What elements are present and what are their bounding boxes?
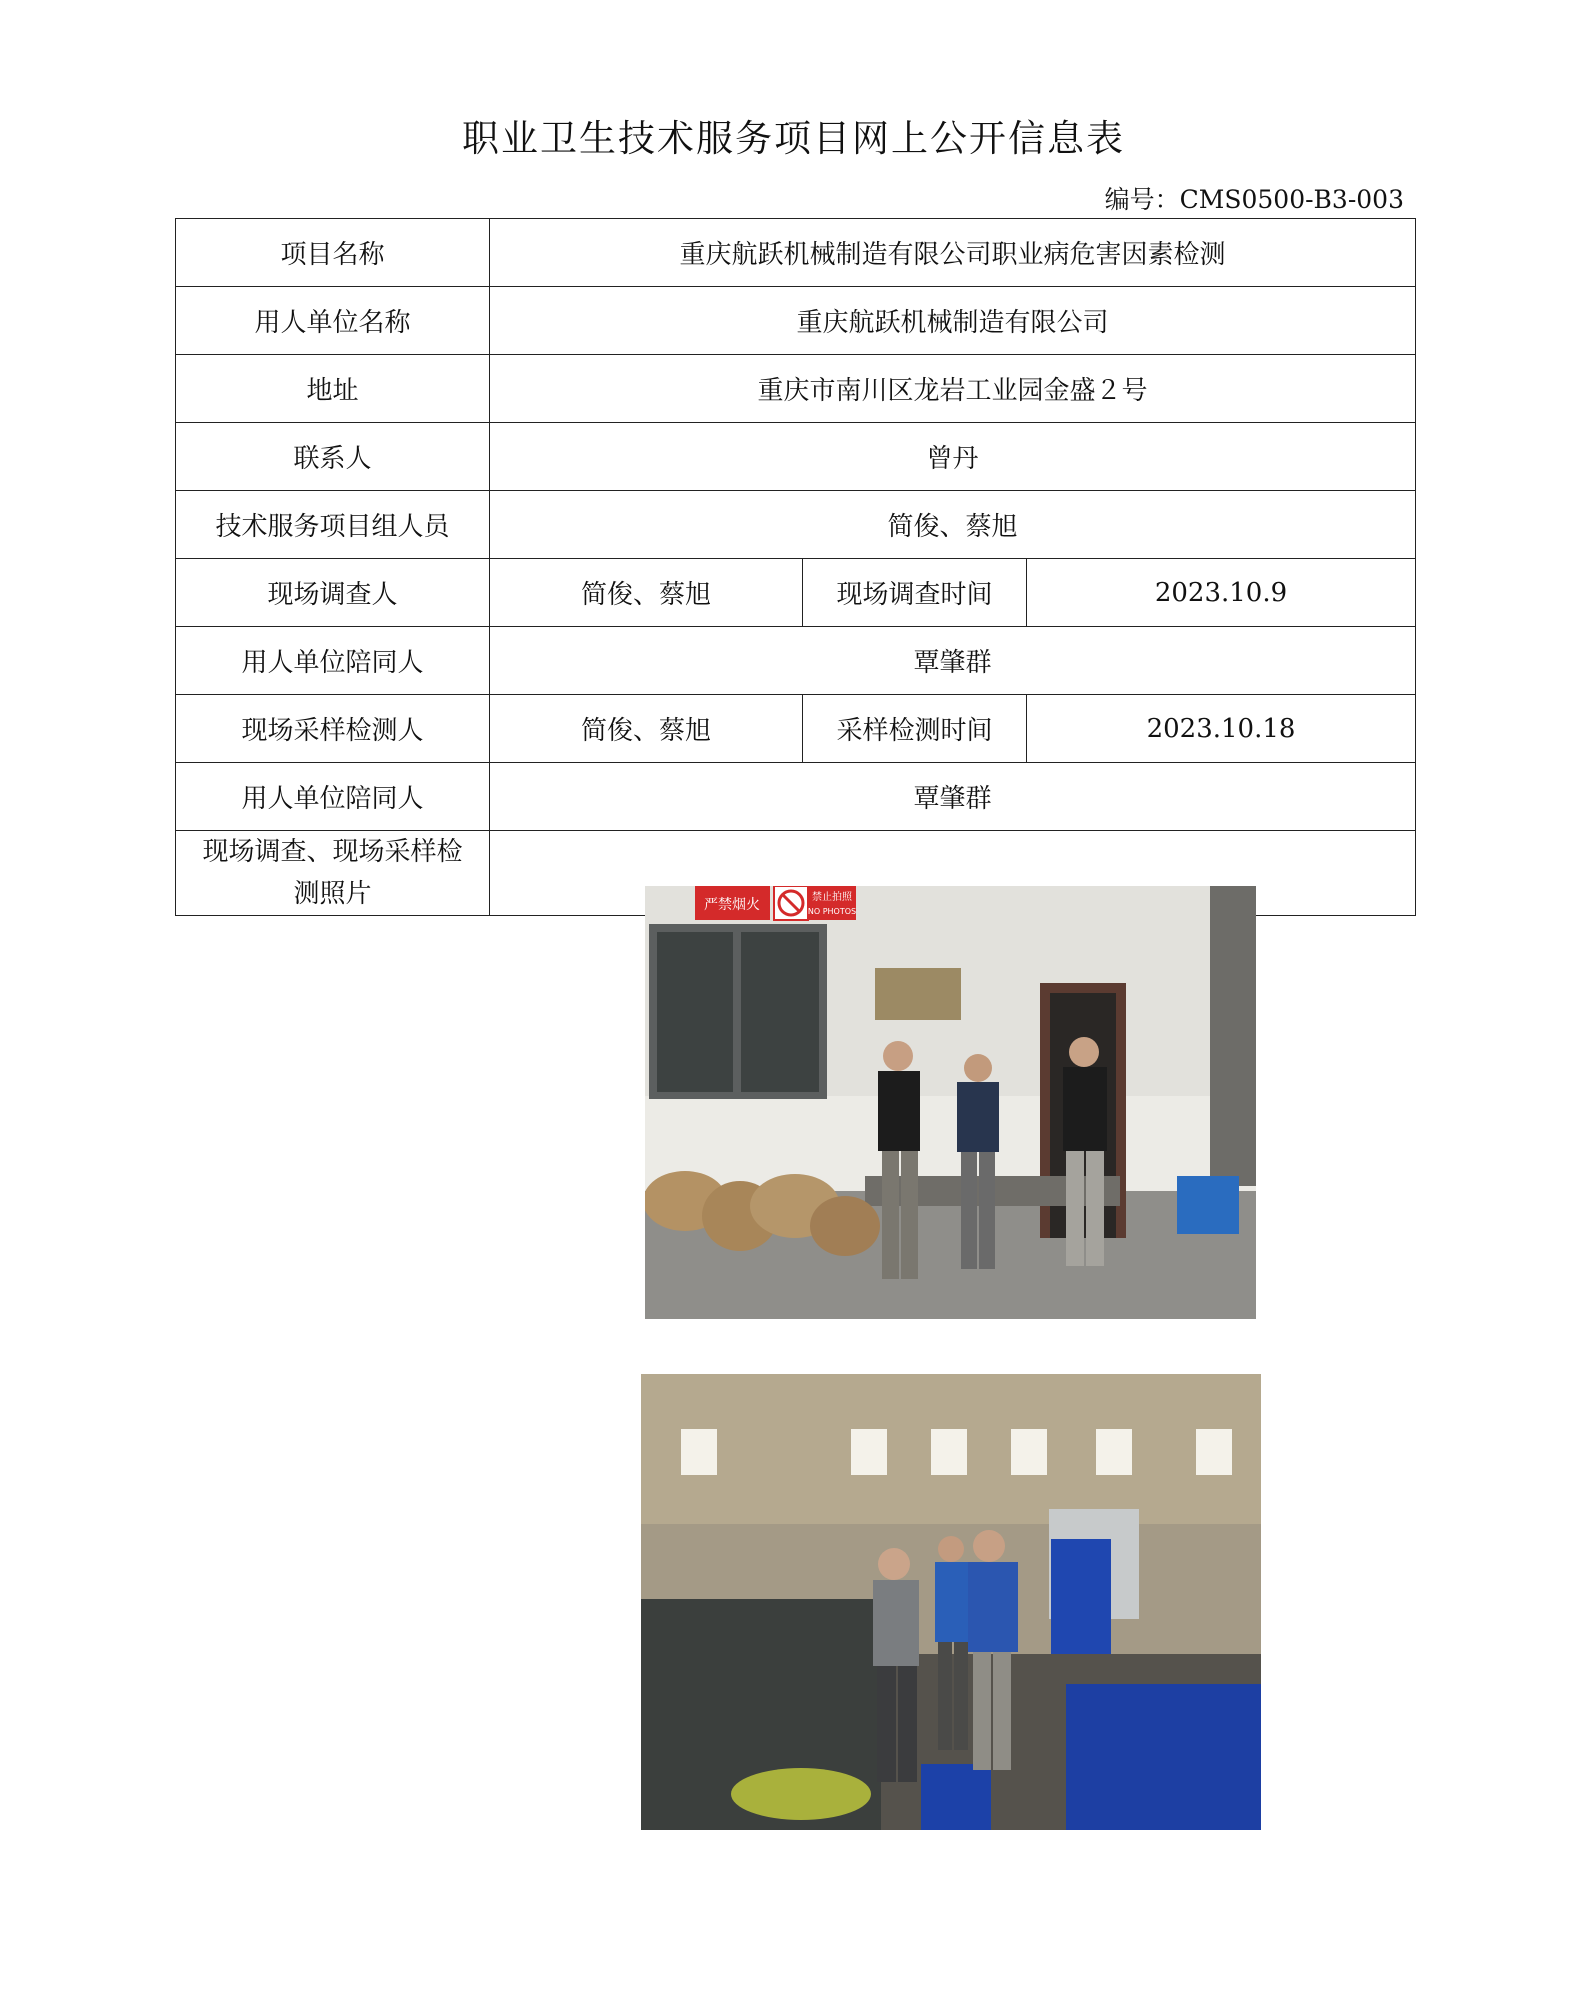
label-team: 技术服务项目组人员 xyxy=(176,491,490,559)
document-number: 编号：CMS0500-B3-003 xyxy=(1104,185,1404,214)
row-survey xyxy=(176,559,1416,627)
value-survey-time: 2023.10.9 xyxy=(1027,559,1416,627)
photos-cell xyxy=(490,831,1416,916)
survey-photo-scene xyxy=(645,886,1256,1319)
row-contact xyxy=(176,423,1416,491)
row-sampling xyxy=(176,695,1416,763)
value-team: 简俊、蔡旭 xyxy=(490,491,1416,559)
value-sampling-time: 2023.10.18 xyxy=(1027,695,1416,763)
label-address: 地址 xyxy=(176,355,490,423)
document-title: 职业卫生技术服务项目网上公开信息表 xyxy=(462,117,1125,160)
label-sampling-time: 采样检测时间 xyxy=(803,695,1027,763)
value-contact: 曾丹 xyxy=(490,423,1416,491)
label-survey-time: 现场调查时间 xyxy=(803,559,1027,627)
label-escort-1: 用人单位陪同人 xyxy=(176,627,490,695)
value-employer: 重庆航跃机械制造有限公司 xyxy=(490,287,1416,355)
row-escort-2 xyxy=(176,763,1416,831)
label-photos xyxy=(176,831,490,916)
value-escort-2: 覃肇群 xyxy=(490,763,1416,831)
sampling-photo xyxy=(641,1374,1261,1830)
label-contact: 联系人 xyxy=(176,423,490,491)
row-escort-1 xyxy=(176,627,1416,695)
label-project-name: 项目名称 xyxy=(176,219,490,287)
row-project-name xyxy=(176,219,1416,287)
row-employer xyxy=(176,287,1416,355)
label-survey: 现场调查人 xyxy=(176,559,490,627)
no-photos-sign-text-en: NO PHOTOS xyxy=(807,907,857,916)
row-address xyxy=(176,355,1416,423)
label-photos-line1: 现场调查、现场采样检 xyxy=(202,837,463,867)
survey-photo xyxy=(645,886,1256,1319)
value-survey: 简俊、蔡旭 xyxy=(490,559,803,627)
row-team xyxy=(176,491,1416,559)
label-photos-line2: 测照片 xyxy=(293,879,372,909)
no-photos-sign-text: 禁止拍照 xyxy=(812,892,852,903)
label-escort-2: 用人单位陪同人 xyxy=(176,763,490,831)
sampling-photo-scene xyxy=(641,1374,1261,1830)
value-sampling: 简俊、蔡旭 xyxy=(490,695,803,763)
value-address: 重庆市南川区龙岩工业园金盛２号 xyxy=(490,355,1416,423)
label-sampling: 现场采样检测人 xyxy=(176,695,490,763)
value-project-name: 重庆航跃机械制造有限公司职业病危害因素检测 xyxy=(490,219,1416,287)
value-escort-1: 覃肇群 xyxy=(490,627,1416,695)
info-table xyxy=(175,218,1416,916)
label-employer: 用人单位名称 xyxy=(176,287,490,355)
row-photos xyxy=(176,831,1416,916)
no-fire-sign-text: 严禁烟火 xyxy=(704,897,760,913)
